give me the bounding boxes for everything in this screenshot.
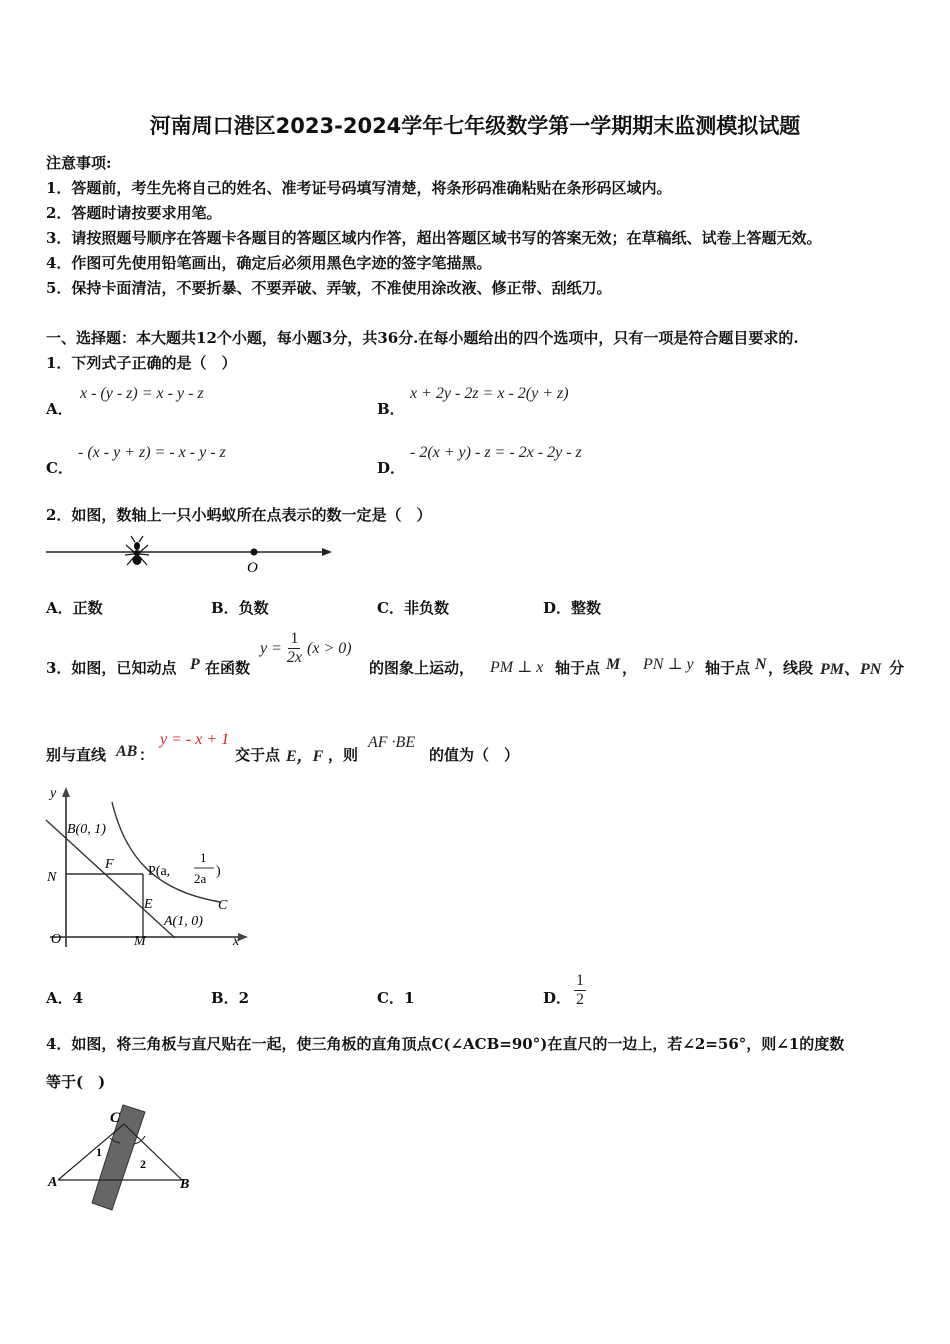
q3-text: 轴于点 <box>555 659 601 677</box>
q3-text: ，线段 <box>768 659 814 677</box>
q3-points-ef: E，F <box>286 748 324 765</box>
q2-option-c: C．非负数 <box>377 599 449 617</box>
q1-option-a-math: x - (y - z) = x - y - z <box>80 385 204 402</box>
label-p-num: 1 <box>200 850 207 865</box>
label-f: F <box>105 857 114 872</box>
label-b: B <box>180 1177 190 1192</box>
q1-option-b-label: B． <box>377 400 405 418</box>
notice-item: 5．保持卡面清洁，不要折暴、不要弄破、弄皱，不准使用涂改液、修正带、刮纸刀。 <box>46 279 612 297</box>
q3-func-lhs: y = <box>260 639 282 657</box>
q3-text: 轴于点 <box>705 659 751 677</box>
q3-point-n: N <box>755 656 767 673</box>
label-e: E <box>144 897 153 912</box>
q3-option-d-fraction <box>574 972 586 1009</box>
notice-item: 3．请按照题号顺序在答题卡各题目的答题区域内作答，超出答题区域书写的答案无效；在草稿纸、试卷上答题无效。 <box>46 229 822 247</box>
q3-pm-perp: PM ⊥ x <box>490 659 544 676</box>
q3-text: 分 <box>889 659 905 677</box>
q3-func-den: 2x <box>286 649 303 666</box>
q3-text: 3．如图，已知动点 <box>46 659 177 677</box>
q3-text: ， <box>622 659 638 677</box>
q3-option-d-num: 1 <box>576 972 584 989</box>
label-x: x <box>233 934 240 949</box>
page-title: 河南周口港区2023-2024学年七年级数学第一学期期末监测模拟试题 <box>149 114 801 138</box>
q3-func-cond: (x > 0) <box>307 639 352 657</box>
q3-figure <box>40 782 255 952</box>
question-2-stem: 2．如图，数轴上一只小蚂蚁所在点表示的数一定是（ ） <box>46 506 432 524</box>
label-c: C <box>218 898 228 913</box>
q1-option-d-math: - 2(x + y) - z = - 2x - 2y - z <box>410 444 582 461</box>
q2-option-a: A．正数 <box>46 599 103 617</box>
number-line-figure <box>40 535 340 577</box>
label-n: N <box>47 870 57 885</box>
q1-option-b-math: x + 2y - 2z = x - 2(y + z) <box>410 385 569 402</box>
q1-option-c-label: C． <box>46 459 73 477</box>
q4-figure <box>40 1100 210 1220</box>
q3-text: ： <box>139 746 155 764</box>
notice-item: 4．作图可先使用铅笔画出，确定后必须用黑色字迹的签字笔描黑。 <box>46 254 492 272</box>
section-heading: 一、选择题：本大题共12个小题，每小题3分，共36分.在每小题给出的四个选项中，只有一项是符合题目要求的. <box>46 329 799 347</box>
label-b: B(0, 1) <box>67 822 106 837</box>
q3-text: 交于点 <box>235 746 281 764</box>
q3-option-d-den: 2 <box>576 991 584 1008</box>
q3-point-p: P <box>190 656 200 673</box>
q1-option-d-label: D． <box>377 459 406 477</box>
q3-option-c: C．1 <box>377 989 415 1007</box>
notice-item: 1．答题前，考生先将自己的姓名、准考证号码填写清楚，将条形码准确粘贴在条形码区域内。 <box>46 179 672 197</box>
label-a: A(1, 0) <box>164 914 203 929</box>
q3-text: 别与直线 <box>46 746 107 764</box>
q3-option-a: A．4 <box>46 989 84 1007</box>
q3-point-m: M <box>606 656 621 673</box>
axis-arrow <box>322 548 332 556</box>
q3-func-num: 1 <box>290 630 299 647</box>
q3-text: 的图象上运动， <box>369 659 475 677</box>
q2-option-b: B．负数 <box>211 599 269 617</box>
q3-line-ab: AB <box>116 743 138 760</box>
q3-segments: PM、PN <box>820 661 882 678</box>
q3-text: 的值为（ ） <box>429 746 520 764</box>
q3-function <box>260 630 352 667</box>
notice-heading: 注意事项: <box>46 154 112 172</box>
label-c: C <box>110 1110 121 1126</box>
label-p: P(a, <box>148 864 171 879</box>
q3-line-equation: y = - x + 1 <box>160 731 230 748</box>
x-axis-arrow <box>238 933 248 941</box>
q2-option-d: D．整数 <box>543 599 602 617</box>
q3-product: AF ·BE <box>368 734 416 751</box>
origin-label: O <box>247 560 258 576</box>
label-p-den: 2a <box>194 871 207 886</box>
label-angle-1: 1 <box>96 1145 102 1159</box>
ant-icon <box>125 536 149 565</box>
label-m: M <box>134 934 146 949</box>
question-4-stem-cont: 等于( ) <box>46 1073 106 1091</box>
q1-option-a-label: A． <box>46 400 73 418</box>
q3-text: ，则 <box>328 746 359 764</box>
q3-option-b: B．2 <box>211 989 250 1007</box>
q1-option-c-math: - (x - y + z) = - x - y - z <box>78 444 226 461</box>
q3-pn-perp: PN ⊥ y <box>643 656 694 673</box>
label-o: O <box>51 932 62 947</box>
question-1-stem: 1．下列式子正确的是（ ） <box>46 354 237 372</box>
question-4-stem: 4．如图，将三角板与直尺贴在一起，使三角板的直角顶点C(∠ACB=90°)在直尺的一边上，若∠2=56°，则∠1的度数 <box>46 1035 845 1053</box>
label-p-close: ) <box>216 864 221 879</box>
origin-point <box>251 549 258 556</box>
label-y: y <box>50 786 57 801</box>
label-angle-2: 2 <box>140 1157 146 1171</box>
y-axis-arrow <box>62 787 70 797</box>
triangle-side-cb <box>124 1124 182 1180</box>
notice-item: 2．答题时请按要求用笔。 <box>46 204 222 222</box>
q3-text: 在函数 <box>205 659 251 677</box>
q3-func-fraction <box>285 630 304 667</box>
q3-option-d-label: D． <box>543 989 572 1007</box>
label-a: A <box>48 1175 58 1190</box>
